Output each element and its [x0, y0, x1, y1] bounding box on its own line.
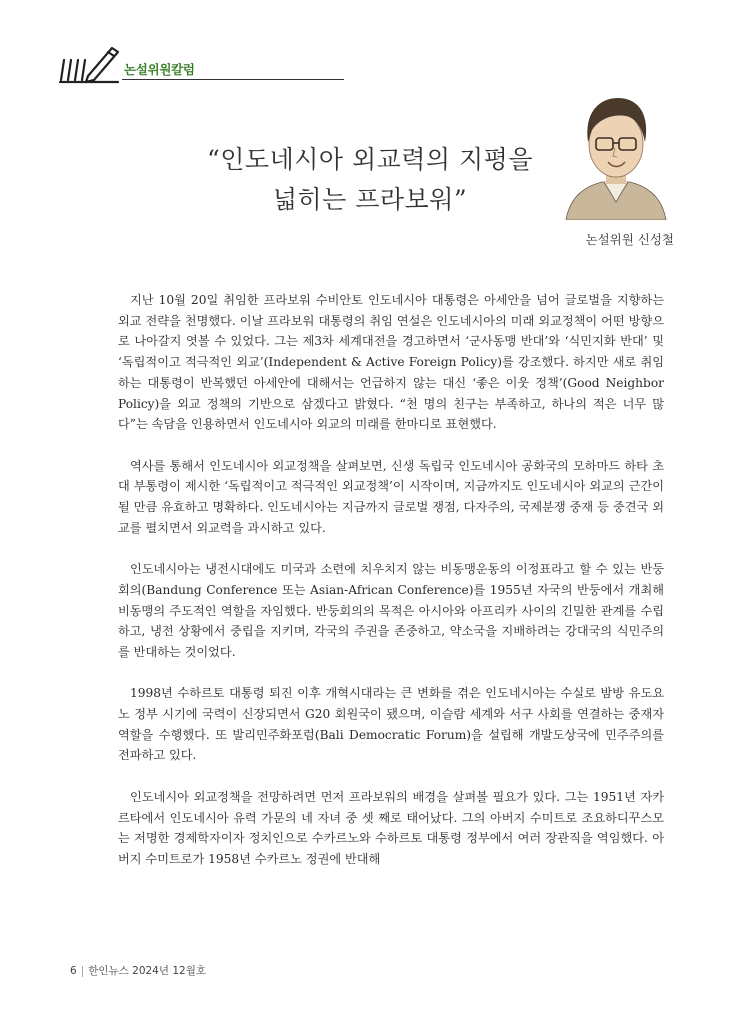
page-number: 6 — [70, 965, 77, 977]
paragraph: 역사를 통해서 인도네시아 외교정책을 살펴보면, 신생 독립국 인도네시아 공화국의 모하마드 하타 초대 부통령이 제시한 ‘독립적이고 적극적인 외교정책’이 시작이며, 지금까지도 인도네시아 외교의 근간이 될 만큼 유효하고 명확하다. 인도네시아는 지금까지 글로벌 쟁점, 다자주의, 국제분쟁 중재 등 중견국 외교를 펼치면서 외교력을 과시하고 있다. — [118, 458, 664, 535]
article-title — [160, 140, 580, 220]
header-divider — [122, 79, 344, 80]
paragraph: 지난 10월 20일 취임한 프라보워 수비안토 인도네시아 대통령은 아세안을 넘어 글로벌을 지향하는 외교 전략을 천명했다. 이날 프라보워 대통령의 취임 연설은 인도네시아의 미래 외교정책이 어떤 방향으로 나아갈지 엿볼 수 있었다. 그는 제3차 세계대전을 경고하면서 ‘군사동맹 반대’와 ‘식민지화 반대’ 및 ‘독립적이고 적극적인 외교’(Independent & Active Foreign Policy)를 강조했다. 하지만 새로 취임하는 대통령이 반복했던 아세안에 대해서는 언급하지 않는 대신 ‘좋은 이웃 정책’(Good Neighbor Policy)을 외교 정책의 기반으로 삼겠다고 밝혔다. “천 명의 친구는 부족하고, 하나의 적은 너무 많다”는 속담을 인용하면서 인도네시아 외교의 미래를 한마디로 표현했다. — [118, 293, 664, 432]
author-byline: 논설위원 신성철 — [585, 232, 674, 247]
author-portrait — [556, 84, 676, 220]
column-header — [58, 40, 348, 85]
title-line-1: “인도네시아 외교력의 지평을 — [207, 145, 533, 174]
title-line-2: 넓히는 프라보워” — [272, 185, 468, 214]
paragraph: 1998년 수하르토 대통령 퇴진 이후 개혁시대라는 큰 변화를 겪은 인도네시아는 수실로 밤방 유도요노 정부 시기에 국력이 신장되면서 G20 회원국이 됐으며, 이슬람 세계와 서구 사회를 연결하는 중재자 역할을 수행했다. 또 발리민주화포럼(Bali Democratic Forum)을 설립해 개발도상국에 민주주의를 전파하고 있다. — [118, 686, 664, 763]
writing-hand-icon — [58, 40, 124, 84]
paragraph: 인도네시아 외교정책을 전망하려면 먼저 프라보워의 배경을 살펴볼 필요가 있다. 그는 1951년 자카르타에서 인도네시아 유력 가문의 네 자녀 중 셋 째로 태어났다. 그의 아버지 수미트로 조요하디꾸스모는 저명한 경제학자이자 정치인으로 수카르노와 수하르토 대통령 정부에서 여러 장관직을 역임했다. 아버지 수미트로가 1958년 수카르노 정권에 반대해 — [118, 789, 664, 866]
footer-separator: | — [80, 965, 85, 977]
publication-name: 한인뉴스 2024년 12월호 — [88, 965, 206, 977]
page-footer — [70, 963, 206, 978]
paragraph: 인도네시아는 냉전시대에도 미국과 소련에 치우치지 않는 비동맹운동의 이정표라고 할 수 있는 반둥회의(Bandung Conference 또는 Asian-African Conference)를 1955년 자국의 반둥에서 개최해 비동맹의 주도적인 역할을 자임했다. 반둥회의의 목적은 아시아와 아프리카 사이의 긴밀한 관계를 수립하고, 냉전 상황에서 중립을 지키며, 각국의 주권을 존중하고, 약소국을 지배하려는 강대국의 식민주의를 반대하는 것이었다. — [118, 562, 664, 659]
section-label: 논설위원칼럼 — [124, 62, 195, 77]
article-body — [118, 290, 664, 890]
